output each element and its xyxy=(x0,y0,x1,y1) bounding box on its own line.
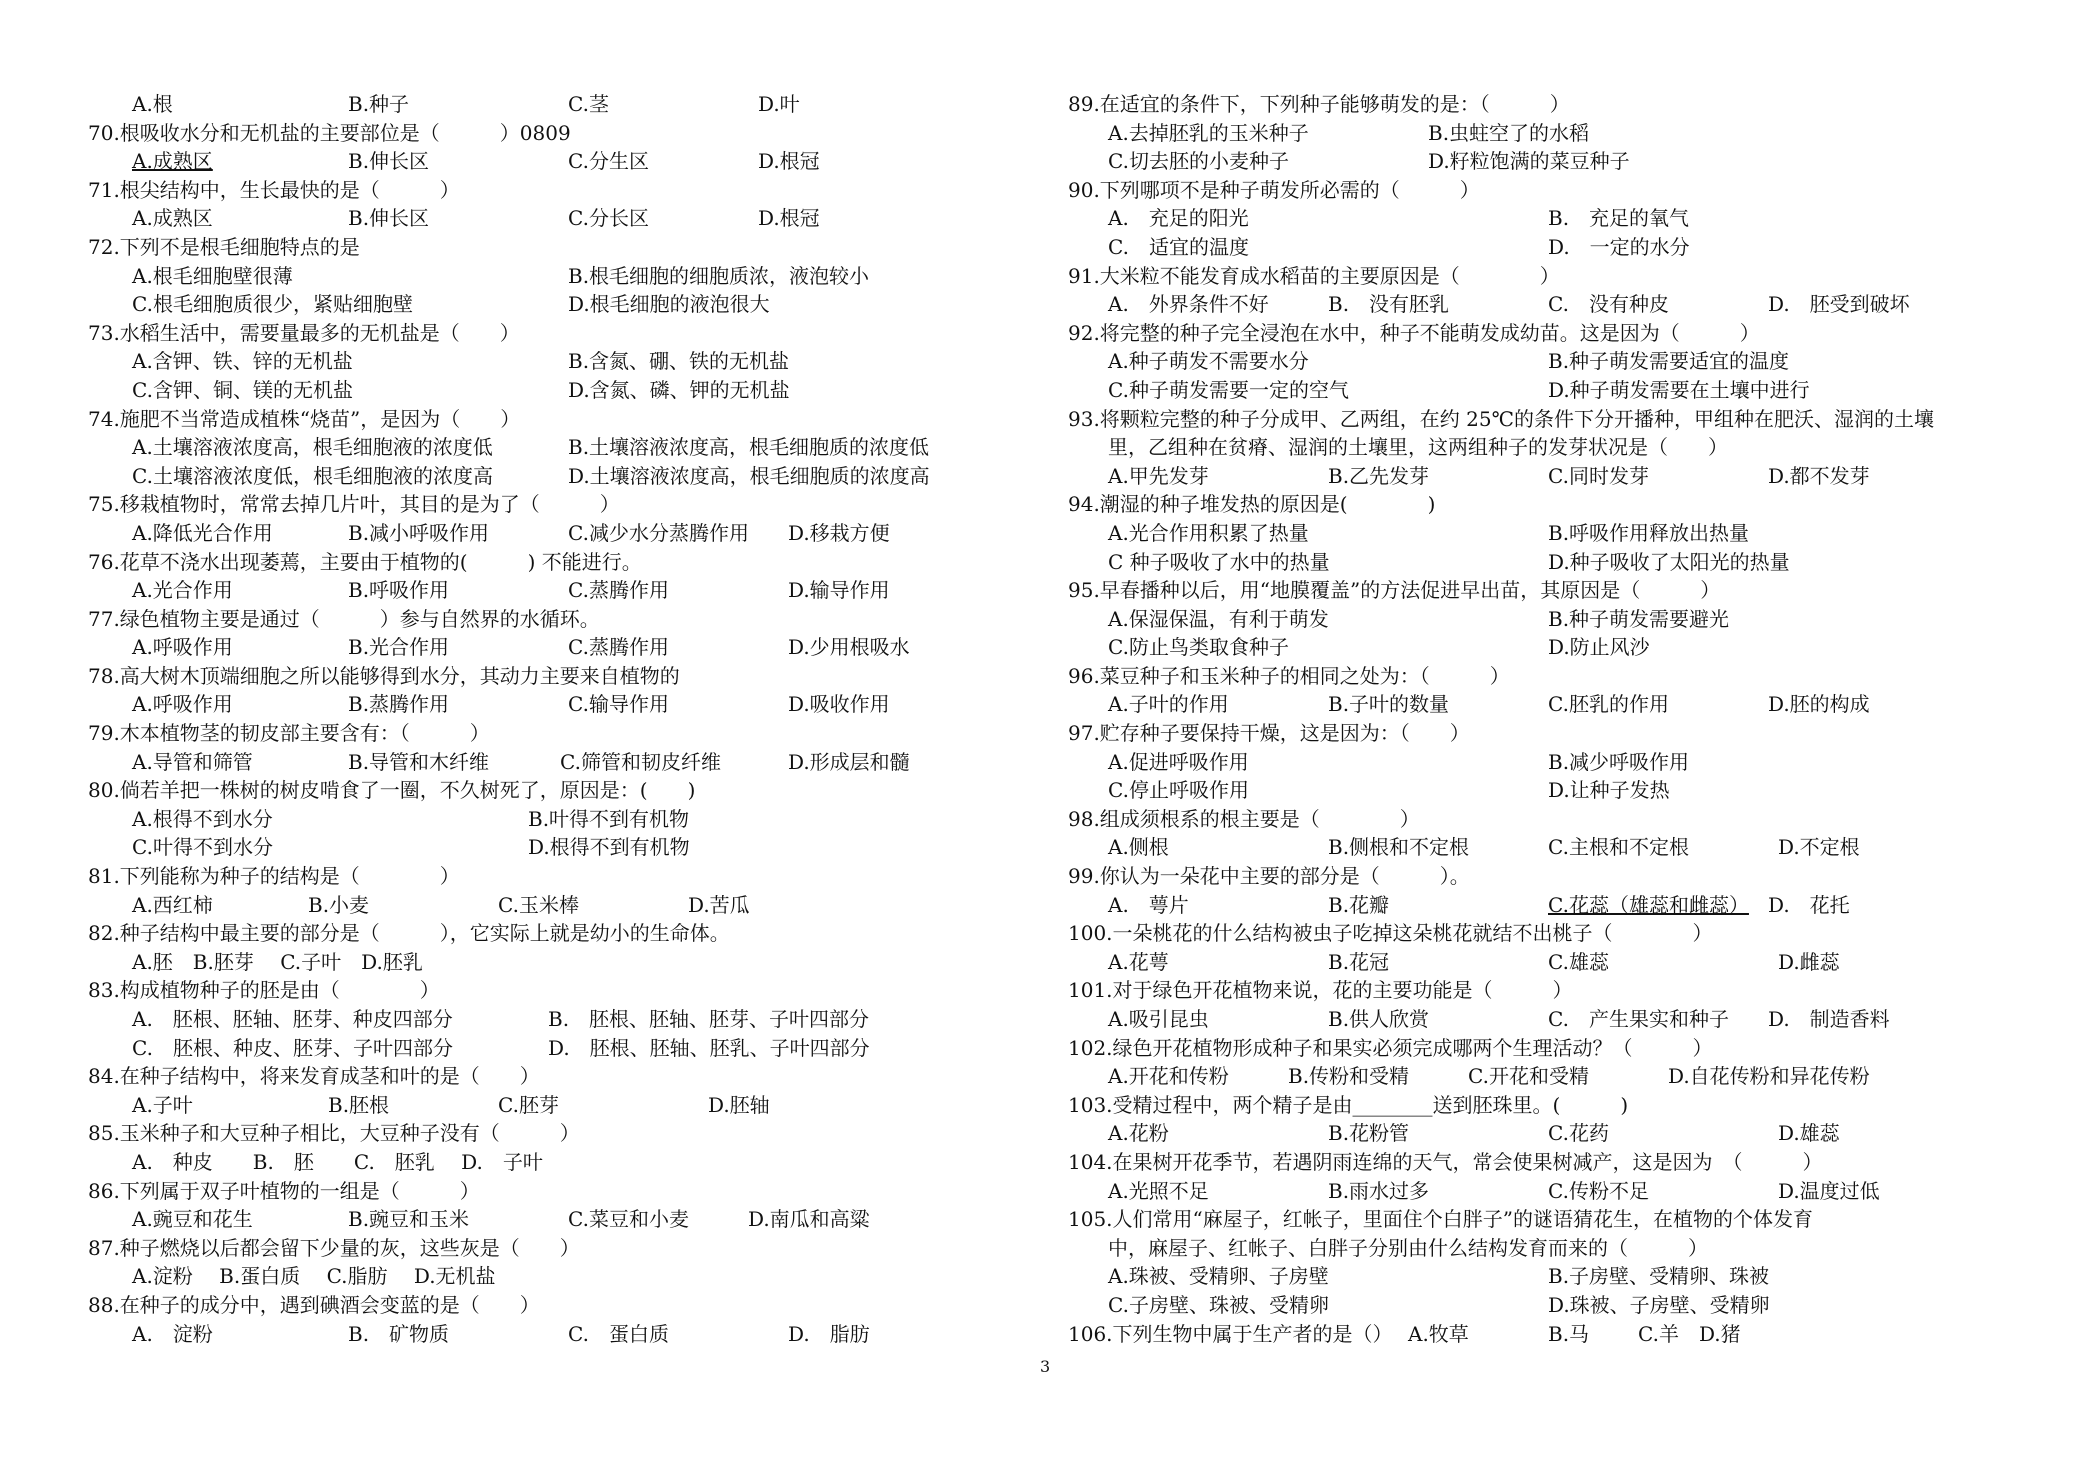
answer-option: B.根毛细胞的细胞质浓，液泡较小 xyxy=(568,263,870,288)
answer-option: A.保湿保温，有利于萌发 xyxy=(1108,606,1329,631)
answer-option: D.移栽方便 xyxy=(788,520,890,545)
left-line xyxy=(88,919,1048,948)
left-column xyxy=(88,90,1048,1348)
right-line xyxy=(1068,405,2058,434)
left-line xyxy=(88,519,1048,548)
question-text: 84.在种子结构中，将来发育成茎和叶的是（ ） xyxy=(88,1064,540,1089)
answer-option: D.叶 xyxy=(758,92,800,116)
answer-option: A.种子萌发不需要水分 xyxy=(1108,349,1309,374)
answer-option: B.种子 xyxy=(348,92,410,116)
left-line xyxy=(88,1091,1048,1120)
right-line xyxy=(1068,690,2058,719)
answer-option: A.开花和传粉 xyxy=(1108,1064,1229,1089)
answer-option: C.胚芽 xyxy=(498,1092,559,1117)
answer-option: C.停止呼吸作用 xyxy=(1108,778,1249,803)
question-text: 85.玉米种子和大豆种子相比，大豆种子没有（ ） xyxy=(88,1121,580,1146)
answer-option: B.呼吸作用释放出热量 xyxy=(1548,520,1750,545)
left-line xyxy=(88,119,1048,148)
answer-option: B.马 xyxy=(1548,1321,1590,1346)
left-line xyxy=(88,90,1048,119)
answer-option: B.光合作用 xyxy=(348,635,450,660)
answer-option: C.筛管和韧皮纤维 xyxy=(560,749,721,774)
answer-option: D.根毛细胞的液泡很大 xyxy=(568,292,770,317)
answer-option: C 种子吸收了水中的热量 xyxy=(1108,549,1330,574)
answer-option: A.吸引昆虫 xyxy=(1108,1007,1209,1031)
answer-option: D.雌蕊 xyxy=(1778,949,1840,974)
question-text: 71.根尖结构中，生长最快的是（ ） xyxy=(88,177,460,202)
answer-option: C.主根和不定根 xyxy=(1548,835,1689,860)
answer-option: A.根得不到水分 xyxy=(132,806,273,831)
answer-option: D. 花托 xyxy=(1768,892,1850,917)
left-line xyxy=(88,948,1048,977)
answer-option: C. 没有种皮 xyxy=(1548,292,1669,317)
question-text: 95.早春播种以后，用“地膜覆盖”的方法促进早出苗，其原因是（ ） xyxy=(1068,578,1721,603)
question-text: 102.绿色开花植物形成种子和果实必须完成哪两个生理活动？（ ） xyxy=(1068,1035,1713,1060)
right-line xyxy=(1068,1119,2058,1148)
right-line xyxy=(1068,919,2058,948)
right-line xyxy=(1068,262,2058,291)
left-line xyxy=(88,548,1048,577)
left-line xyxy=(88,405,1048,434)
right-line xyxy=(1068,548,2058,577)
left-line xyxy=(88,233,1048,262)
question-text: 74.施肥不当常造成植株“烧苗”，是因为（ ） xyxy=(88,406,521,431)
answer-option: D.胚的构成 xyxy=(1768,692,1870,717)
right-line xyxy=(1068,662,2058,691)
answer-option: B.伸长区 xyxy=(348,149,430,174)
answer-option: C.子房壁、珠被、受精卵 xyxy=(1108,1292,1329,1317)
left-line xyxy=(88,576,1048,605)
question-text: 97.贮存种子要保持干燥，这是因为：（ ） xyxy=(1068,721,1470,746)
right-line xyxy=(1068,1148,2058,1177)
answer-option: C.输导作用 xyxy=(568,692,669,717)
right-line xyxy=(1068,147,2058,176)
answer-option: C. 产生果实和种子 xyxy=(1548,1007,1729,1031)
right-line xyxy=(1068,519,2058,548)
question-text: 103.受精过程中，两个精子是由________送到胚珠里。( ) xyxy=(1068,1092,1629,1117)
answer-option: D.吸收作用 xyxy=(788,692,890,717)
question-text: 75.移栽植物时，常常去掉几片叶，其目的是为了（ ） xyxy=(88,492,620,517)
answer-option: D.温度过低 xyxy=(1778,1178,1880,1203)
answer-option: D.自花传粉和异花传粉 xyxy=(1668,1064,1870,1089)
answer-option: C.雄蕊 xyxy=(1548,949,1609,974)
right-line xyxy=(1068,805,2058,834)
right-line xyxy=(1068,90,2058,119)
answer-option: A.豌豆和花生 xyxy=(132,1207,253,1232)
answer-option: C.花蕊（雄蕊和雌蕊） xyxy=(1548,892,1749,917)
answer-option: B.雨水过多 xyxy=(1328,1178,1430,1203)
question-text: 82.种子结构中最主要的部分是（ ），它实际上就是幼小的生命体。 xyxy=(88,921,730,946)
question-text: 90.下列哪项不是种子萌发所必需的（ ） xyxy=(1068,177,1480,202)
question-text: 76.花草不浇水出现萎蔫，主要由于植物的( ) 不能进行。 xyxy=(88,549,642,574)
right-line xyxy=(1068,319,2058,348)
answer-option: A. 淀粉 xyxy=(132,1321,213,1346)
question-text: 89.在适宜的条件下，下列种子能够萌发的是：（ ） xyxy=(1068,92,1570,116)
answer-option: C.开花和受精 xyxy=(1468,1064,1589,1089)
answer-option: A.去掉胚乳的玉米种子 xyxy=(1108,120,1309,145)
right-line xyxy=(1068,633,2058,662)
question-text: 106.下列生物中属于生产者的是（） xyxy=(1068,1321,1393,1346)
question-text: 98.组成须根系的根主要是（ ） xyxy=(1068,806,1420,831)
answer-option: D.少用根吸水 xyxy=(788,635,910,660)
question-text: 72.下列不是根毛细胞特点的是 xyxy=(88,234,360,259)
left-line xyxy=(88,376,1048,405)
question-text: 83.构成植物种子的胚是由（ ） xyxy=(88,978,440,1003)
right-line xyxy=(1068,748,2058,777)
answer-option: D.南瓜和高粱 xyxy=(748,1207,870,1232)
answer-option: B.减小呼吸作用 xyxy=(348,520,490,545)
answer-option: A.侧根 xyxy=(1108,835,1169,860)
left-line xyxy=(88,1291,1048,1320)
right-line xyxy=(1068,576,2058,605)
answer-option: C.菜豆和小麦 xyxy=(568,1207,689,1232)
answer-option: C.花药 xyxy=(1548,1121,1609,1146)
answer-option: A.降低光合作用 xyxy=(132,520,273,545)
left-line xyxy=(88,433,1048,462)
answer-option: C.羊 D.猪 xyxy=(1638,1321,1741,1346)
answer-option: B.胚根 xyxy=(328,1092,390,1117)
right-column xyxy=(1068,90,2058,1348)
answer-option: C.根毛细胞质很少，紧贴细胞壁 xyxy=(132,292,413,317)
answer-option: A.土壤溶液浓度高，根毛细胞液的浓度低 xyxy=(132,435,493,460)
answer-option: B.供人欣赏 xyxy=(1328,1007,1430,1031)
answer-option: C.种子萌发需要一定的空气 xyxy=(1108,377,1349,402)
answer-option: A. 种皮 B. 胚 C. 胚乳 D. 子叶 xyxy=(132,1149,543,1174)
answer-option: D.都不发芽 xyxy=(1768,463,1870,488)
question-text: 88.在种子的成分中，遇到碘酒会变蓝的是（ ） xyxy=(88,1292,540,1317)
right-line xyxy=(1068,119,2058,148)
answer-option: D.不定根 xyxy=(1778,835,1860,860)
answer-option: B.小麦 xyxy=(308,892,370,917)
answer-option: A.淀粉 B.蛋白质 C.脂肪 D.无机盐 xyxy=(132,1264,496,1289)
answer-option: D.含氮、磷、钾的无机盐 xyxy=(568,377,790,402)
question-text: 81.下列能称为种子的结构是（ ） xyxy=(88,864,460,889)
right-line xyxy=(1068,1062,2058,1091)
answer-option: B. 胚根、胚轴、胚芽、子叶四部分 xyxy=(548,1007,870,1031)
left-line xyxy=(88,1177,1048,1206)
answer-option: C.含钾、铜、镁的无机盐 xyxy=(132,377,353,402)
question-text: 92.将完整的种子完全浸泡在水中，种子不能萌发成幼苗。这是因为（ ） xyxy=(1068,320,1760,345)
answer-option: D.胚轴 xyxy=(708,1092,770,1117)
left-line xyxy=(88,605,1048,634)
answer-option: C. 适宜的温度 xyxy=(1108,234,1249,259)
left-line xyxy=(88,690,1048,719)
right-line xyxy=(1068,605,2058,634)
right-line xyxy=(1068,776,2058,805)
right-line xyxy=(1068,347,2058,376)
answer-option: D.种子萌发需要在土壤中进行 xyxy=(1548,377,1810,402)
answer-option: D. 制造香料 xyxy=(1768,1007,1890,1031)
right-line xyxy=(1068,1091,2058,1120)
right-line xyxy=(1068,176,2058,205)
left-line xyxy=(88,1119,1048,1148)
question-text: 73.水稻生活中，需要量最多的无机盐是（ ） xyxy=(88,320,520,345)
answer-option: B.叶得不到有机物 xyxy=(528,806,690,831)
right-line xyxy=(1068,1262,2058,1291)
right-line xyxy=(1068,1291,2058,1320)
answer-option: D.根冠 xyxy=(758,206,820,231)
question-text: 96.菜豆种子和玉米种子的相同之处为：（ ） xyxy=(1068,663,1510,688)
answer-option: D. 脂肪 xyxy=(788,1321,870,1346)
answer-option: A.西红柿 xyxy=(132,892,213,917)
question-text: 101.对于绿色开花植物来说，花的主要功能是（ ） xyxy=(1068,978,1573,1003)
right-line xyxy=(1068,1205,2058,1234)
answer-option: A. 胚根、胚轴、胚芽、种皮四部分 xyxy=(132,1007,453,1031)
answer-option: B. 充足的氧气 xyxy=(1548,206,1690,231)
answer-option: A. 充足的阳光 xyxy=(1108,206,1249,231)
answer-option: C.传粉不足 xyxy=(1548,1178,1649,1203)
answer-option: B.呼吸作用 xyxy=(348,578,450,603)
right-line xyxy=(1068,462,2058,491)
answer-option: A. 萼片 xyxy=(1108,892,1189,917)
answer-option: B. 没有胚乳 xyxy=(1328,292,1450,317)
left-line xyxy=(88,862,1048,891)
answer-option: A. 外界条件不好 xyxy=(1108,292,1269,317)
left-line xyxy=(88,347,1048,376)
question-text: 86.下列属于双子叶植物的一组是（ ） xyxy=(88,1178,480,1203)
left-line xyxy=(88,1148,1048,1177)
answer-option: A.促进呼吸作用 xyxy=(1108,749,1249,774)
answer-option: B.豌豆和玉米 xyxy=(348,1207,470,1232)
question-text: 104.在果树开花季节，若遇阴雨连绵的天气，常会使果树减产，这是因为 （ ） xyxy=(1068,1149,1823,1174)
answer-option: B.种子萌发需要避光 xyxy=(1548,606,1730,631)
left-line xyxy=(88,1234,1048,1263)
left-line xyxy=(88,662,1048,691)
answer-option: A.珠被、受精卵、子房壁 xyxy=(1108,1264,1329,1289)
question-text: 87.种子燃烧以后都会留下少量的灰，这些灰是（ ） xyxy=(88,1235,580,1260)
left-line xyxy=(88,1005,1048,1034)
answer-option: B.花瓣 xyxy=(1328,892,1390,917)
left-line xyxy=(88,833,1048,862)
answer-option: D.让种子发热 xyxy=(1548,778,1670,803)
left-line xyxy=(88,319,1048,348)
answer-option: D.根得不到有机物 xyxy=(528,835,690,860)
question-text: 91.大米粒不能发育成水稻苗的主要原因是（ ） xyxy=(1068,263,1560,288)
answer-option: C.胚乳的作用 xyxy=(1548,692,1669,717)
question-text: 80.倘若羊把一株树的树皮啃食了一圈，不久树死了，原因是：( ) xyxy=(88,778,696,803)
question-text: 78.高大树木顶端细胞之所以能够得到水分，其动力主要来自植物的 xyxy=(88,663,680,688)
left-line xyxy=(88,976,1048,1005)
answer-option: A.含钾、铁、锌的无机盐 xyxy=(132,349,353,374)
answer-option: D. 胚根、胚轴、胚乳、子叶四部分 xyxy=(548,1035,870,1060)
question-text: 93.将颗粒完整的种子分成甲、乙两组，在约 25℃的条件下分开播种，甲组种在肥沃、湿润的土壤 xyxy=(1068,406,1934,431)
left-line xyxy=(88,719,1048,748)
answer-option: A.花萼 xyxy=(1108,949,1169,974)
right-line xyxy=(1068,233,2058,262)
left-line xyxy=(88,462,1048,491)
answer-option: A.呼吸作用 xyxy=(132,692,233,717)
left-line xyxy=(88,1062,1048,1091)
answer-option: D.种子吸收了太阳光的热量 xyxy=(1548,549,1790,574)
answer-option: C.茎 xyxy=(568,92,609,116)
answer-option: C.蒸腾作用 xyxy=(568,635,669,660)
right-line xyxy=(1068,204,2058,233)
question-text: 70.根吸收水分和无机盐的主要部位是（ ）0809 xyxy=(88,120,571,145)
left-line xyxy=(88,147,1048,176)
answer-option: A.光合作用 xyxy=(132,578,233,603)
left-line xyxy=(88,891,1048,920)
answer-option: B.乙先发芽 xyxy=(1328,463,1430,488)
right-line xyxy=(1068,1005,2058,1034)
answer-option: A.光合作用积累了热量 xyxy=(1108,520,1309,545)
right-line xyxy=(1068,719,2058,748)
answer-option: B.土壤溶液浓度高，根毛细胞质的浓度低 xyxy=(568,435,930,460)
left-line xyxy=(88,290,1048,319)
answer-option: C.切去胚的小麦种子 xyxy=(1108,149,1289,174)
right-line xyxy=(1068,833,2058,862)
left-line xyxy=(88,633,1048,662)
right-line xyxy=(1068,1177,2058,1206)
question-text: 99.你认为一朵花中主要的部分是（ ）。 xyxy=(1068,864,1470,889)
answer-option: B.子房壁、受精卵、珠被 xyxy=(1548,1264,1770,1289)
right-line xyxy=(1068,290,2058,319)
left-line xyxy=(88,748,1048,777)
answer-option: C.减少水分蒸腾作用 xyxy=(568,520,749,545)
answer-option: C.分长区 xyxy=(568,206,649,231)
answer-option: B.子叶的数量 xyxy=(1328,692,1450,717)
answer-option: C.同时发芽 xyxy=(1548,463,1649,488)
left-line xyxy=(88,776,1048,805)
right-line xyxy=(1068,1234,2058,1263)
left-line xyxy=(88,1034,1048,1063)
answer-option: A.光照不足 xyxy=(1108,1178,1209,1203)
answer-option: A.牧草 xyxy=(1408,1321,1469,1346)
left-line xyxy=(88,1262,1048,1291)
answer-option: B.花冠 xyxy=(1328,949,1390,974)
answer-option: C.防止鸟类取食种子 xyxy=(1108,635,1289,660)
left-line xyxy=(88,1320,1048,1349)
answer-option: B.传粉和受精 xyxy=(1288,1064,1410,1089)
answer-option: D.防止风沙 xyxy=(1548,635,1650,660)
answer-option: 里，乙组种在贫瘠、湿润的土壤里，这两组种子的发芽状况是（ ） xyxy=(1108,435,1728,460)
question-text: 77.绿色植物主要是通过（ ）参与自然界的水循环。 xyxy=(88,606,600,631)
answer-option: C. 蛋白质 xyxy=(568,1321,669,1346)
answer-option: A.导管和筛管 xyxy=(132,749,253,774)
answer-option: B.花粉管 xyxy=(1328,1121,1410,1146)
answer-option: B.侧根和不定根 xyxy=(1328,835,1470,860)
right-line xyxy=(1068,433,2058,462)
page-number: 3 xyxy=(1040,1357,1051,1376)
question-text: 79.木本植物茎的韧皮部主要含有：（ ） xyxy=(88,721,490,746)
answer-option: A.呼吸作用 xyxy=(132,635,233,660)
right-line xyxy=(1068,948,2058,977)
answer-option: C.叶得不到水分 xyxy=(132,835,273,860)
answer-option: B.蒸腾作用 xyxy=(348,692,450,717)
answer-option: B.含氮、硼、铁的无机盐 xyxy=(568,349,790,374)
answer-option: D.苦瓜 xyxy=(688,892,750,917)
answer-option: A.根毛细胞壁很薄 xyxy=(132,263,293,288)
left-line xyxy=(88,176,1048,205)
answer-option: A.成熟区 xyxy=(132,149,213,174)
answer-option: D.输导作用 xyxy=(788,578,890,603)
answer-option: B.虫蛀空了的水稻 xyxy=(1428,120,1590,145)
answer-option: A.甲先发芽 xyxy=(1108,463,1209,488)
answer-option: A.成熟区 xyxy=(132,206,213,231)
answer-option: B.减少呼吸作用 xyxy=(1548,749,1690,774)
left-line xyxy=(88,1205,1048,1234)
right-line xyxy=(1068,862,2058,891)
answer-option: D.籽粒饱满的菜豆种子 xyxy=(1428,149,1630,174)
answer-option: C.分生区 xyxy=(568,149,649,174)
answer-option: A.子叶的作用 xyxy=(1108,692,1229,717)
left-line xyxy=(88,262,1048,291)
answer-option: C.蒸腾作用 xyxy=(568,578,669,603)
answer-option: B.种子萌发需要适宜的温度 xyxy=(1548,349,1790,374)
answer-option: D. 一定的水分 xyxy=(1548,234,1690,259)
right-line xyxy=(1068,976,2058,1005)
answer-option: A.根 xyxy=(132,92,173,116)
right-line xyxy=(1068,891,2058,920)
answer-option: B.伸长区 xyxy=(348,206,430,231)
answer-option: D.根冠 xyxy=(758,149,820,174)
answer-option: B. 矿物质 xyxy=(348,1321,450,1346)
answer-option: D.形成层和髓 xyxy=(788,749,910,774)
question-text: 94.潮湿的种子堆发热的原因是( ) xyxy=(1068,492,1436,517)
answer-option: A.花粉 xyxy=(1108,1121,1169,1146)
right-line xyxy=(1068,376,2058,405)
question-text: 100.一朵桃花的什么结构被虫子吃掉这朵桃花就结不出桃子（ ） xyxy=(1068,921,1713,946)
answer-option: A.胚 B.胚芽 C.子叶 D.胚乳 xyxy=(132,949,423,974)
right-line xyxy=(1068,490,2058,519)
answer-option: D. 胚受到破坏 xyxy=(1768,292,1910,317)
right-line xyxy=(1068,1034,2058,1063)
answer-option: B.导管和木纤维 xyxy=(348,749,490,774)
question-text: 105.人们常用“麻屋子，红帐子，里面住个白胖子”的谜语猜花生，在植物的个体发育 xyxy=(1068,1207,1813,1232)
answer-option: D.土壤溶液浓度高，根毛细胞质的浓度高 xyxy=(568,463,930,488)
answer-option: A.子叶 xyxy=(132,1092,193,1117)
answer-option: C. 胚根、种皮、胚芽、子叶四部分 xyxy=(132,1035,453,1060)
left-line xyxy=(88,805,1048,834)
right-line xyxy=(1068,1320,2058,1349)
answer-option: C.玉米棒 xyxy=(498,892,579,917)
answer-option: D.雄蕊 xyxy=(1778,1121,1840,1146)
answer-option: D.珠被、子房壁、受精卵 xyxy=(1548,1292,1770,1317)
left-line xyxy=(88,204,1048,233)
left-line xyxy=(88,490,1048,519)
answer-option: C.土壤溶液浓度低，根毛细胞液的浓度高 xyxy=(132,463,493,488)
answer-option: 中，麻屋子、红帐子、白胖子分别由什么结构发育而来的（ ） xyxy=(1108,1235,1708,1260)
